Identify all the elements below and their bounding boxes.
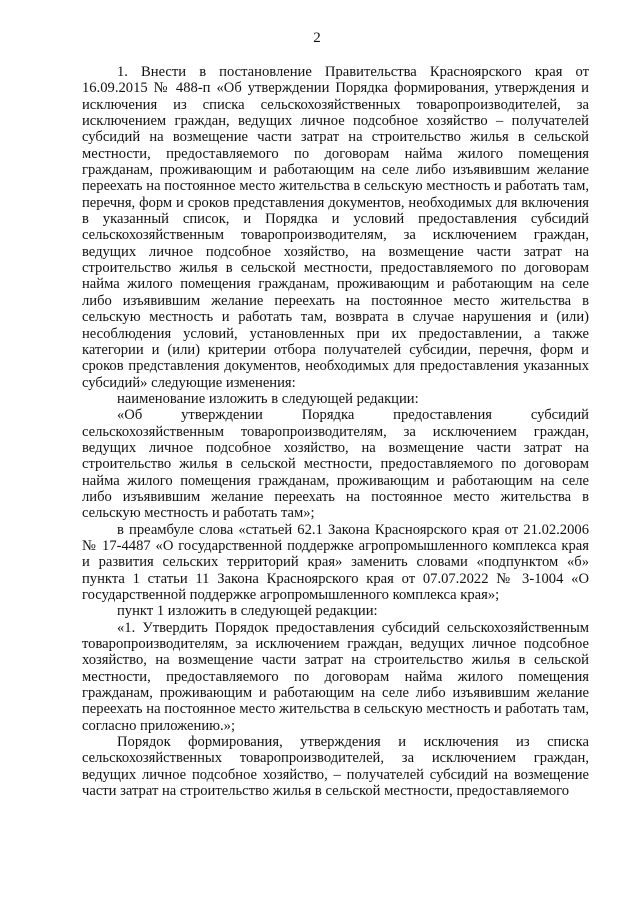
document-body <box>82 64 589 799</box>
paragraph-preamble-change: в преамбуле слова «статьей 62.1 Закона Красноярского края от 21.02.2006 № 17-4487 «О государственной поддержке агропромышленного комплекса края и развития сельских территорий края» заменить словами «подпунктом «б» пункта 1 статьи 11 Закона Красноярского края от 07.07.2022 № 3-1004 «О государственной поддержке агропромышленного комплекса края»; <box>82 521 589 603</box>
paragraph-procedure: Порядок формирования, утверждения и исключения из списка сельскохозяйственных товаропроизводителей, за исключением граждан, ведущих личное подсобное хозяйство, – получателей субсидий на возмещение части затрат на строительство жилья в сельской местности, предоставляемого <box>82 734 589 800</box>
paragraph-title-instruction: наименование изложить в следующей редакции: <box>117 390 419 407</box>
paragraph-amendment-intro: 1. Внести в постановление Правительства Красноярского края от 16.09.2015 № 488-п «Об утверждении Порядка формирования, утверждения и исключения из списка сельскохозяйственных товаропроизводителей, за исключением граждан, ведущих личное подсобное хозяйство – получателей субсидий на возмещение части затрат на строительство жилья в сельской местности, предоставляемого по договорам найма жилого помещения гражданам, проживающим и работающим на селе либо изъявившим желание переехать на постоянное место жительства в сельскую местность и работать там, перечня, форм и сроков представления документов, необходимых для включения в указанный список, и Порядка и условий предоставления субсидий сельскохозяйственным товаропроизводителям, за исключением граждан, ведущих личное подсобное хозяйство, на возмещение части затрат на строительство жилья в сельской местности, предоставляемого по договорам найма жилого помещения гражданам, проживающим и работающим на селе либо изъявившим желание переехать на постоянное место жительства в сельскую местность и работать там, возврата в случае нарушения и (или) несоблюдения условий, установленных при их предоставлении, а также категории и (или) критерии отбора получателей субсидии, перечня, форм и сроков представления документов, необходимых для предоставления указанных субсидий» следующие изменения: <box>82 64 589 391</box>
paragraph-point1-text: «1. Утвердить Порядок предоставления субсидий сельскохозяйственным товаропроизводителям, за исключением граждан, ведущих личное подсобное хозяйство, на возмещение части затрат на строительство жилья в сельской местности, предоставляемого по договорам найма жилого помещения гражданам, проживающим и работающим на селе либо изъявившим желание переехать на постоянное место жительства в сельскую местность и работать там, согласно приложению.»; <box>82 619 589 734</box>
paragraph-point1-instruction: пункт 1 изложить в следующей редакции: <box>117 603 378 620</box>
paragraph-new-title: «Об утверждении Порядка предоставления субсидий сельскохозяйственным товаропроизводителям, за исключением граждан, ведущих личное подсобное хозяйство, на возмещение части затрат на строительство жилья в сельской местности, предоставляемого по договорам найма жилого помещения гражданам, проживающим и работающим на селе либо изъявившим желание переехать на постоянное место жительства в сельскую местность и работать там»; <box>82 407 589 522</box>
page-number: 2 <box>313 30 321 46</box>
